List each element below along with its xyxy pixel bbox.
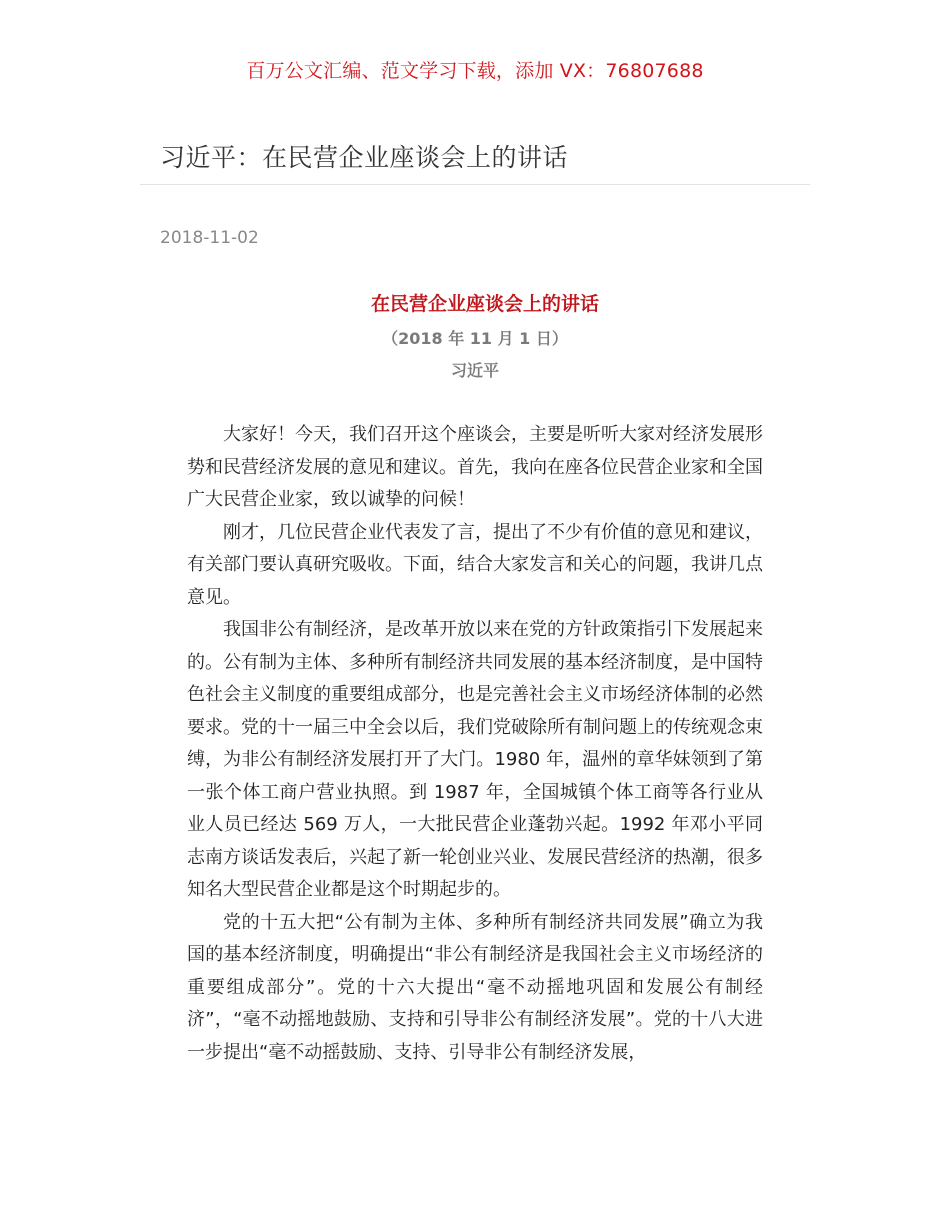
page-title: 习近平：在民营企业座谈会上的讲话: [160, 143, 569, 172]
title-divider: [140, 184, 810, 185]
article-title: 在民营企业座谈会上的讲话: [370, 293, 599, 315]
paragraph: 大家好！今天，我们召开这个座谈会，主要是听听大家对经济发展形势和民营经济发展的意见和建议。首先，我向在座各位民营企业家和全国广大民营企业家，致以诚挚的问候！: [187, 424, 763, 510]
paragraph: 党的十五大把“公有制为主体、多种所有制经济共同发展”确立为我国的基本经济制度，明确提出“非公有制经济是我国社会主义市场经济的重要组成部分”。党的十六大提出“毫不动摇地巩固和发展公有制经济”，“毫不动摇地鼓励、支持和引导非公有制经济发展”。党的十八大进一步提出“毫不动摇鼓励、支持、引导非公有制经济发展，: [187, 911, 763, 1063]
article-date: （2018 年 11 月 1 日）: [382, 329, 568, 348]
paragraph: 我国非公有制经济，是改革开放以来在党的方针政策指引下发展起来的。公有制为主体、多种所有制经济共同发展的基本经济制度，是中国特色社会主义制度的重要组成部分，也是完善社会主义市场经济体制的必然要求。党的十一届三中全会以后，我们党破除所有制问题上的传统观念束缚，为非公有制经济发展打开了大门。1980 年，温州的章华妹领到了第一张个体工商户营业执照。到 1987 年，全国城镇个体工商等各行业从业人员已经达 569 万人，一大批民营企业蓬勃兴起。1992 年邓小平同志南方谈话发表后，兴起了新一轮创业兴业、发展民营经济的热潮，很多知名大型民营企业都是这个时期起步的。: [187, 619, 763, 900]
promo-banner: 百万公文汇编、范文学习下载，添加 VX：76807688: [246, 60, 704, 82]
publish-date: 2018-11-02: [160, 228, 259, 248]
article-body: [187, 419, 763, 1069]
paragraph: 刚才，几位民营企业代表发了言，提出了不少有价值的意见和建议，有关部门要认真研究吸收。下面，结合大家发言和关心的问题，我讲几点意见。: [187, 521, 763, 608]
article-author: 习近平: [450, 361, 499, 380]
